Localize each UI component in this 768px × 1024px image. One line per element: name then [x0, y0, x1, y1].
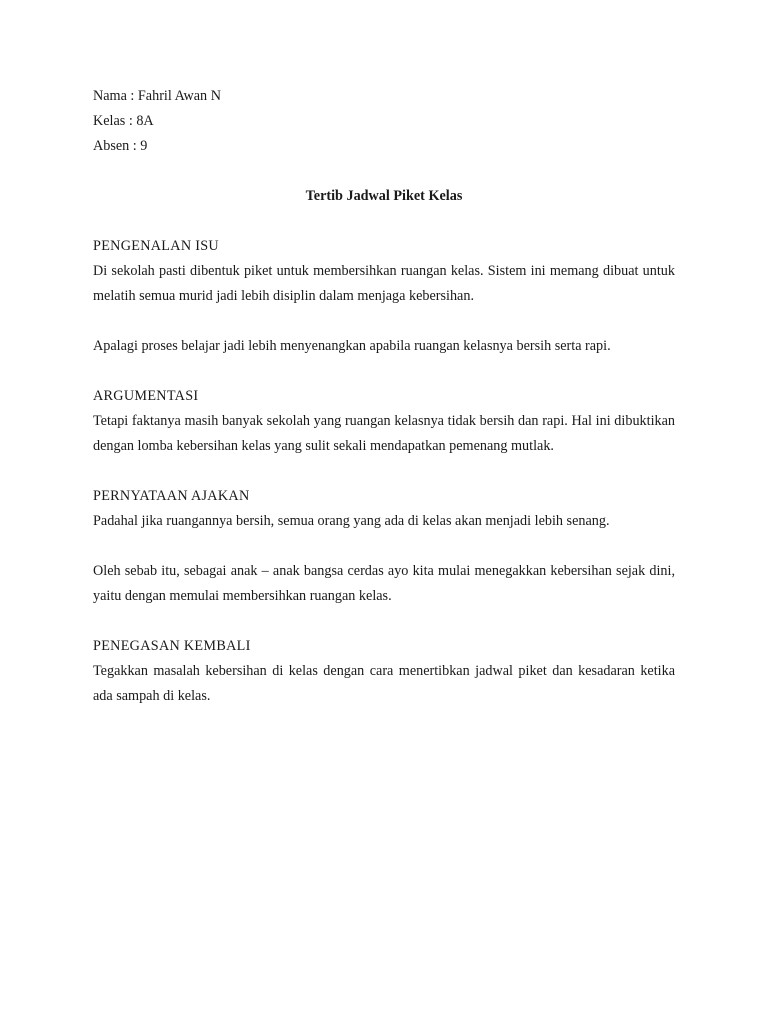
paragraph-pengenalan-1: Di sekolah pasti dibentuk piket untuk membersihkan ruangan kelas. Sistem ini memang dibuat untuk melatih semua murid jadi lebih disiplin dalam menjaga kebersihan.: [93, 263, 675, 304]
student-number: Absen : 9: [93, 138, 148, 154]
paragraph-ajakan-2: Oleh sebab itu, sebagai anak – anak bangsa cerdas ayo kita mulai menegakkan kebersihan sejak dini, yaitu dengan memulai membersihkan ruangan kelas.: [93, 563, 675, 604]
section-heading-pengenalan: PENGENALAN ISU: [93, 238, 219, 254]
document-page: [93, 84, 675, 709]
spacer: [93, 609, 675, 634]
section-heading-ajakan: PERNYATAAN AJAKAN: [93, 488, 250, 504]
spacer: [93, 459, 675, 484]
paragraph-pengenalan-2: Apalagi proses belajar jadi lebih menyenangkan apabila ruangan kelasnya bersih serta rapi.: [93, 338, 611, 354]
spacer: [93, 534, 675, 559]
paragraph-ajakan-1: Padahal jika ruangannya bersih, semua orang yang ada di kelas akan menjadi lebih senang.: [93, 513, 610, 529]
student-class: Kelas : 8A: [93, 113, 154, 129]
section-heading-penegasan: PENEGASAN KEMBALI: [93, 638, 251, 654]
spacer: [93, 209, 675, 234]
document-title: Tertib Jadwal Piket Kelas: [305, 188, 463, 204]
paragraph-argumentasi-1: Tetapi faktanya masih banyak sekolah yang ruangan kelasnya tidak bersih dan rapi. Hal ini dibuktikan dengan lomba kebersihan kelas yang sulit sekali mendapatkan pemenang mutlak.: [93, 413, 675, 454]
spacer: [93, 359, 675, 384]
paragraph-penegasan-1: Tegakkan masalah kebersihan di kelas dengan cara menertibkan jadwal piket dan kesadaran ketika ada sampah di kelas.: [93, 663, 675, 704]
spacer: [93, 309, 675, 334]
student-name: Nama : Fahril Awan N: [93, 88, 221, 104]
section-heading-argumentasi: ARGUMENTASI: [93, 388, 199, 404]
